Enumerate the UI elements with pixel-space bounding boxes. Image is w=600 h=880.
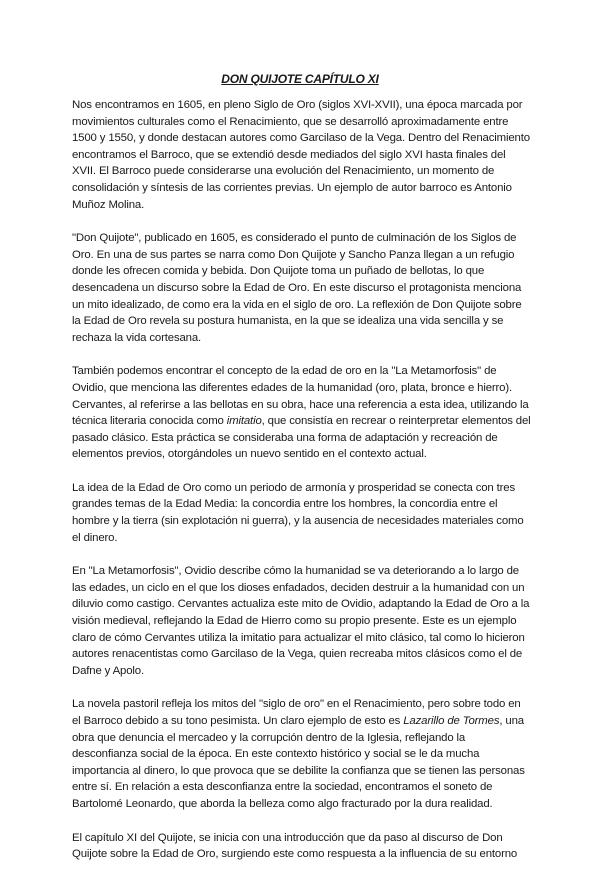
- paragraph-3: [72, 363, 532, 463]
- paragraph-2: "Don Quijote", publicado en 1605, es considerado el punto de culminación de los Siglos de Oro. En una de sus partes se narra como Don Quijote y Sancho Panza llegan a un refugio donde les ofrecen comida y bebida. Don Quijote toma un puñado de bellotas, lo que desencadena un discurso sobre la Edad de Oro. En este discurso el protagonista menciona un mito idealizado, de como era la vida en el siglo de oro. La reflexión de Don Quijote sobre la Edad de Oro revela su postura humanista, en la que se idealiza una vida sencilla y se rechaza la vida cortesana.: [72, 232, 522, 344]
- paragraph-7: El capítulo XI del Quijote, se inicia con una introducción que da paso al discurso de Don Quijote sobre la Edad de Oro, surgiendo este como respuesta a la influencia de su entorno: [72, 831, 518, 861]
- paragraph-4: La idea de la Edad de Oro como un periodo de armonía y prosperidad se conecta con tres grandes temas de la Edad Media: la concordia entre los hombres, la concordia entre el hombre y la tierra (sin explotación ni guerra), y la ausencia de necesidades materiales como el dinero.: [72, 481, 524, 544]
- document-body: [72, 97, 532, 880]
- paragraph-1: Nos encontramos en 1605, en pleno Siglo de Oro (siglos XVI-XVII), una época marcada por movimientos culturales como el Renacimiento, que se desarrolló aproximadamente entre 1500 y 1550, y donde destacan autores como Garcilaso de la Vega. Dentro del Renacimiento encontramos el Barroco, que se extendió desde mediados del siglo XVI hasta finales del XVII. El Barroco puede considerarse una evolución del Renacimiento, un momento de consolidación y síntesis de las corrientes previas. Un ejemplo de autor barroco es Antonio Muñoz Molina.: [72, 99, 530, 211]
- page-title: DON QUIJOTE CAPÍTULO XI: [221, 72, 379, 86]
- paragraph-6-text-after: , una obra que denuncia el mercadeo y la corrupción dentro de la Iglesia, reflejando la desconfianza social de la época. En este contexto histórico y social se le da mucha importancia al dinero, lo que provoca que se debilite la confianza que se tienen las personas entre sí. En relación a esta desconfianza entre la sociedad, encontramos el soneto de Bartolomé Leonardo, que aborda la belleza como algo fracturado por la dura realidad.: [72, 715, 525, 810]
- paragraph-6-text-before: La novela pastoril refleja los mitos del "siglo de oro" en el Renacimiento, pero sobre todo en el Barroco debido a su tono pesimista. Un claro ejemplo de esto es: [72, 698, 521, 727]
- paragraph-3-text-after: , que consistía en recrear o reinterpretar elementos del pasado clásico. Esta práctica se consideraba una forma de adaptación y recreación de elementos previos, otorgándoles un nuevo sentido en el contexto actual.: [72, 415, 531, 461]
- paragraph-6: [72, 696, 532, 812]
- paragraph-5: En "La Metamorfosis", Ovidio describe cómo la humanidad se va deteriorando a lo largo de las edades, un ciclo en el que los dioses enfadados, deciden destruir a la humanidad con un diluvio como castigo. Cervantes actualiza este mito de Ovidio, adaptando la Edad de Oro a la visión medieval, reflejando la Edad de Hierro como su propio presente. Este es un ejemplo claro de cómo Cervantes utiliza la imitatio para actualizar el mito clásico, tal como lo hicieron autores renacentistas como Garcilaso de la Vega, quien recreaba mitos clásicos como el de Dafne y Apolo.: [72, 565, 530, 677]
- paragraph-6-italic-title: Lazarillo de Tormes: [403, 715, 500, 727]
- paragraph-3-text-before: También podemos encontrar el concepto de la edad de oro en la "La Metamorfosis" de Ovidio, que menciona las diferentes edades de la humanidad (oro, plata, bronce e hierro). Cervantes, al referirse a las bellotas en su obra, hace una referencia a esta idea, utilizando la técnica literaria conocida como: [72, 365, 529, 428]
- paragraph-3-italic-term: imitatio: [226, 415, 262, 428]
